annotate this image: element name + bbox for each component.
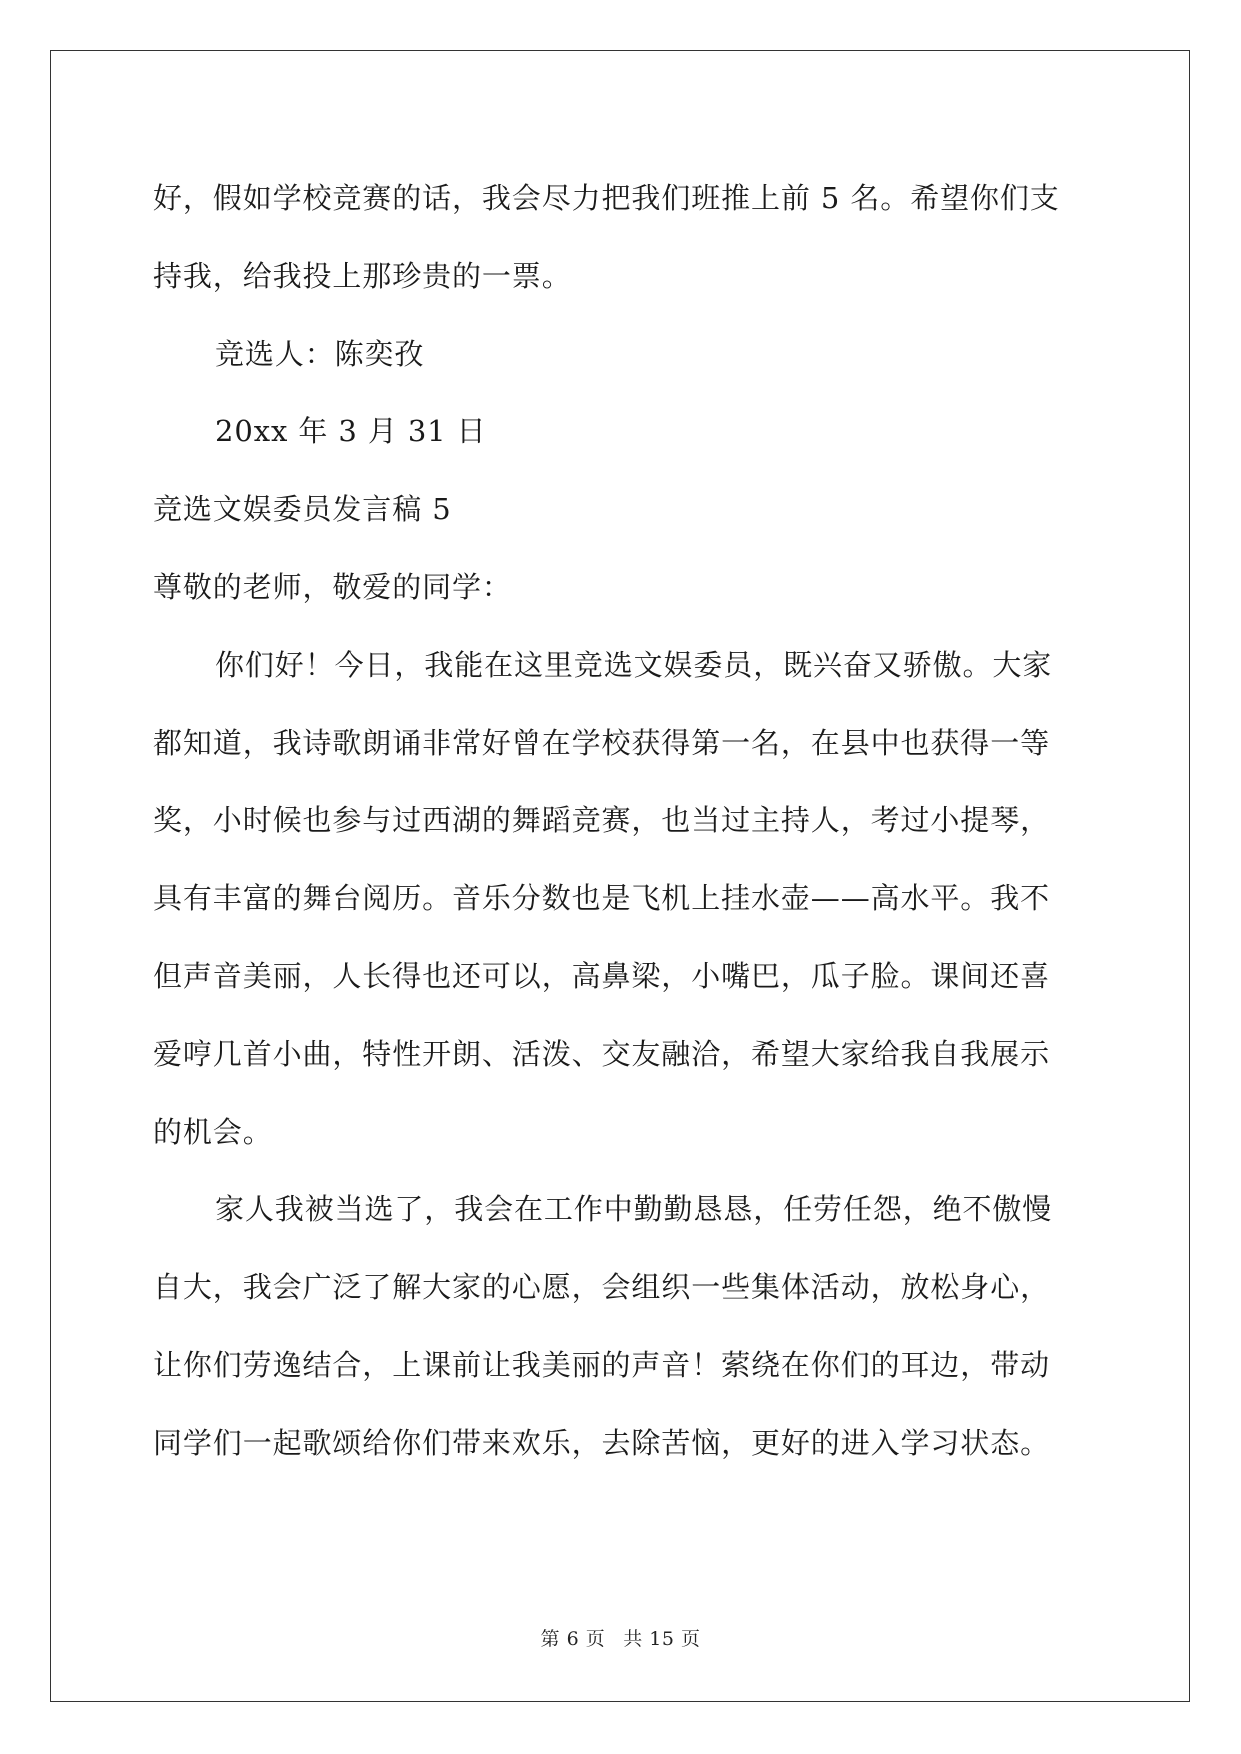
text-line-2: 持我，给我投上那珍贵的一票。: [153, 258, 572, 293]
text-line-8: 都知道，我诗歌朗诵非常好曾在学校获得第一名，在县中也获得一等: [153, 725, 1051, 760]
page-footer: [0, 1624, 1241, 1651]
page-total: 共 15 页: [623, 1628, 701, 1650]
text-line-16: 让你们劳逸结合，上课前让我美丽的声音！萦绕在你们的耳边，带动: [153, 1347, 1051, 1382]
text-line-7: 你们好！今日，我能在这里竞选文娱委员，既兴奋又骄傲。大家: [215, 647, 1053, 682]
document-body: [153, 160, 1089, 1483]
text-line-11: 但声音美丽，人长得也还可以，高鼻梁，小嘴巴，瓜子脸。课间还喜: [153, 958, 1051, 993]
page-number: 第 6 页: [540, 1628, 606, 1650]
text-line-9: 奖，小时候也参与过西湖的舞蹈竞赛，也当过主持人，考过小提琴，: [153, 803, 1051, 838]
text-line-10: 具有丰富的舞台阅历。音乐分数也是飞机上挂水壶——高水平。我不: [153, 881, 1051, 916]
candidate-signature: 竞选人：陈奕孜: [215, 336, 425, 371]
text-line-12: 爱哼几首小曲，特性开朗、活泼、交友融洽，希望大家给我自我展示: [153, 1036, 1051, 1071]
text-line-17: 同学们一起歌颂给你们带来欢乐，去除苦恼，更好的进入学习状态。: [153, 1425, 1051, 1460]
date-line: 20xx 年 3 月 31 日: [215, 414, 487, 449]
text-line-14: 家人我被当选了，我会在工作中勤勤恳恳，任劳任怨，绝不傲慢: [215, 1192, 1053, 1227]
text-line-13: 的机会。: [153, 1114, 273, 1149]
text-line-1: 好，假如学校竞赛的话，我会尽力把我们班推上前 5 名。希望你们支: [153, 181, 1060, 215]
salutation: 尊敬的老师，敬爱的同学：: [153, 569, 512, 604]
section-heading: 竞选文娱委员发言稿 5: [153, 492, 452, 527]
text-line-15: 自大，我会广泛了解大家的心愿，会组织一些集体活动，放松身心，: [153, 1270, 1051, 1305]
